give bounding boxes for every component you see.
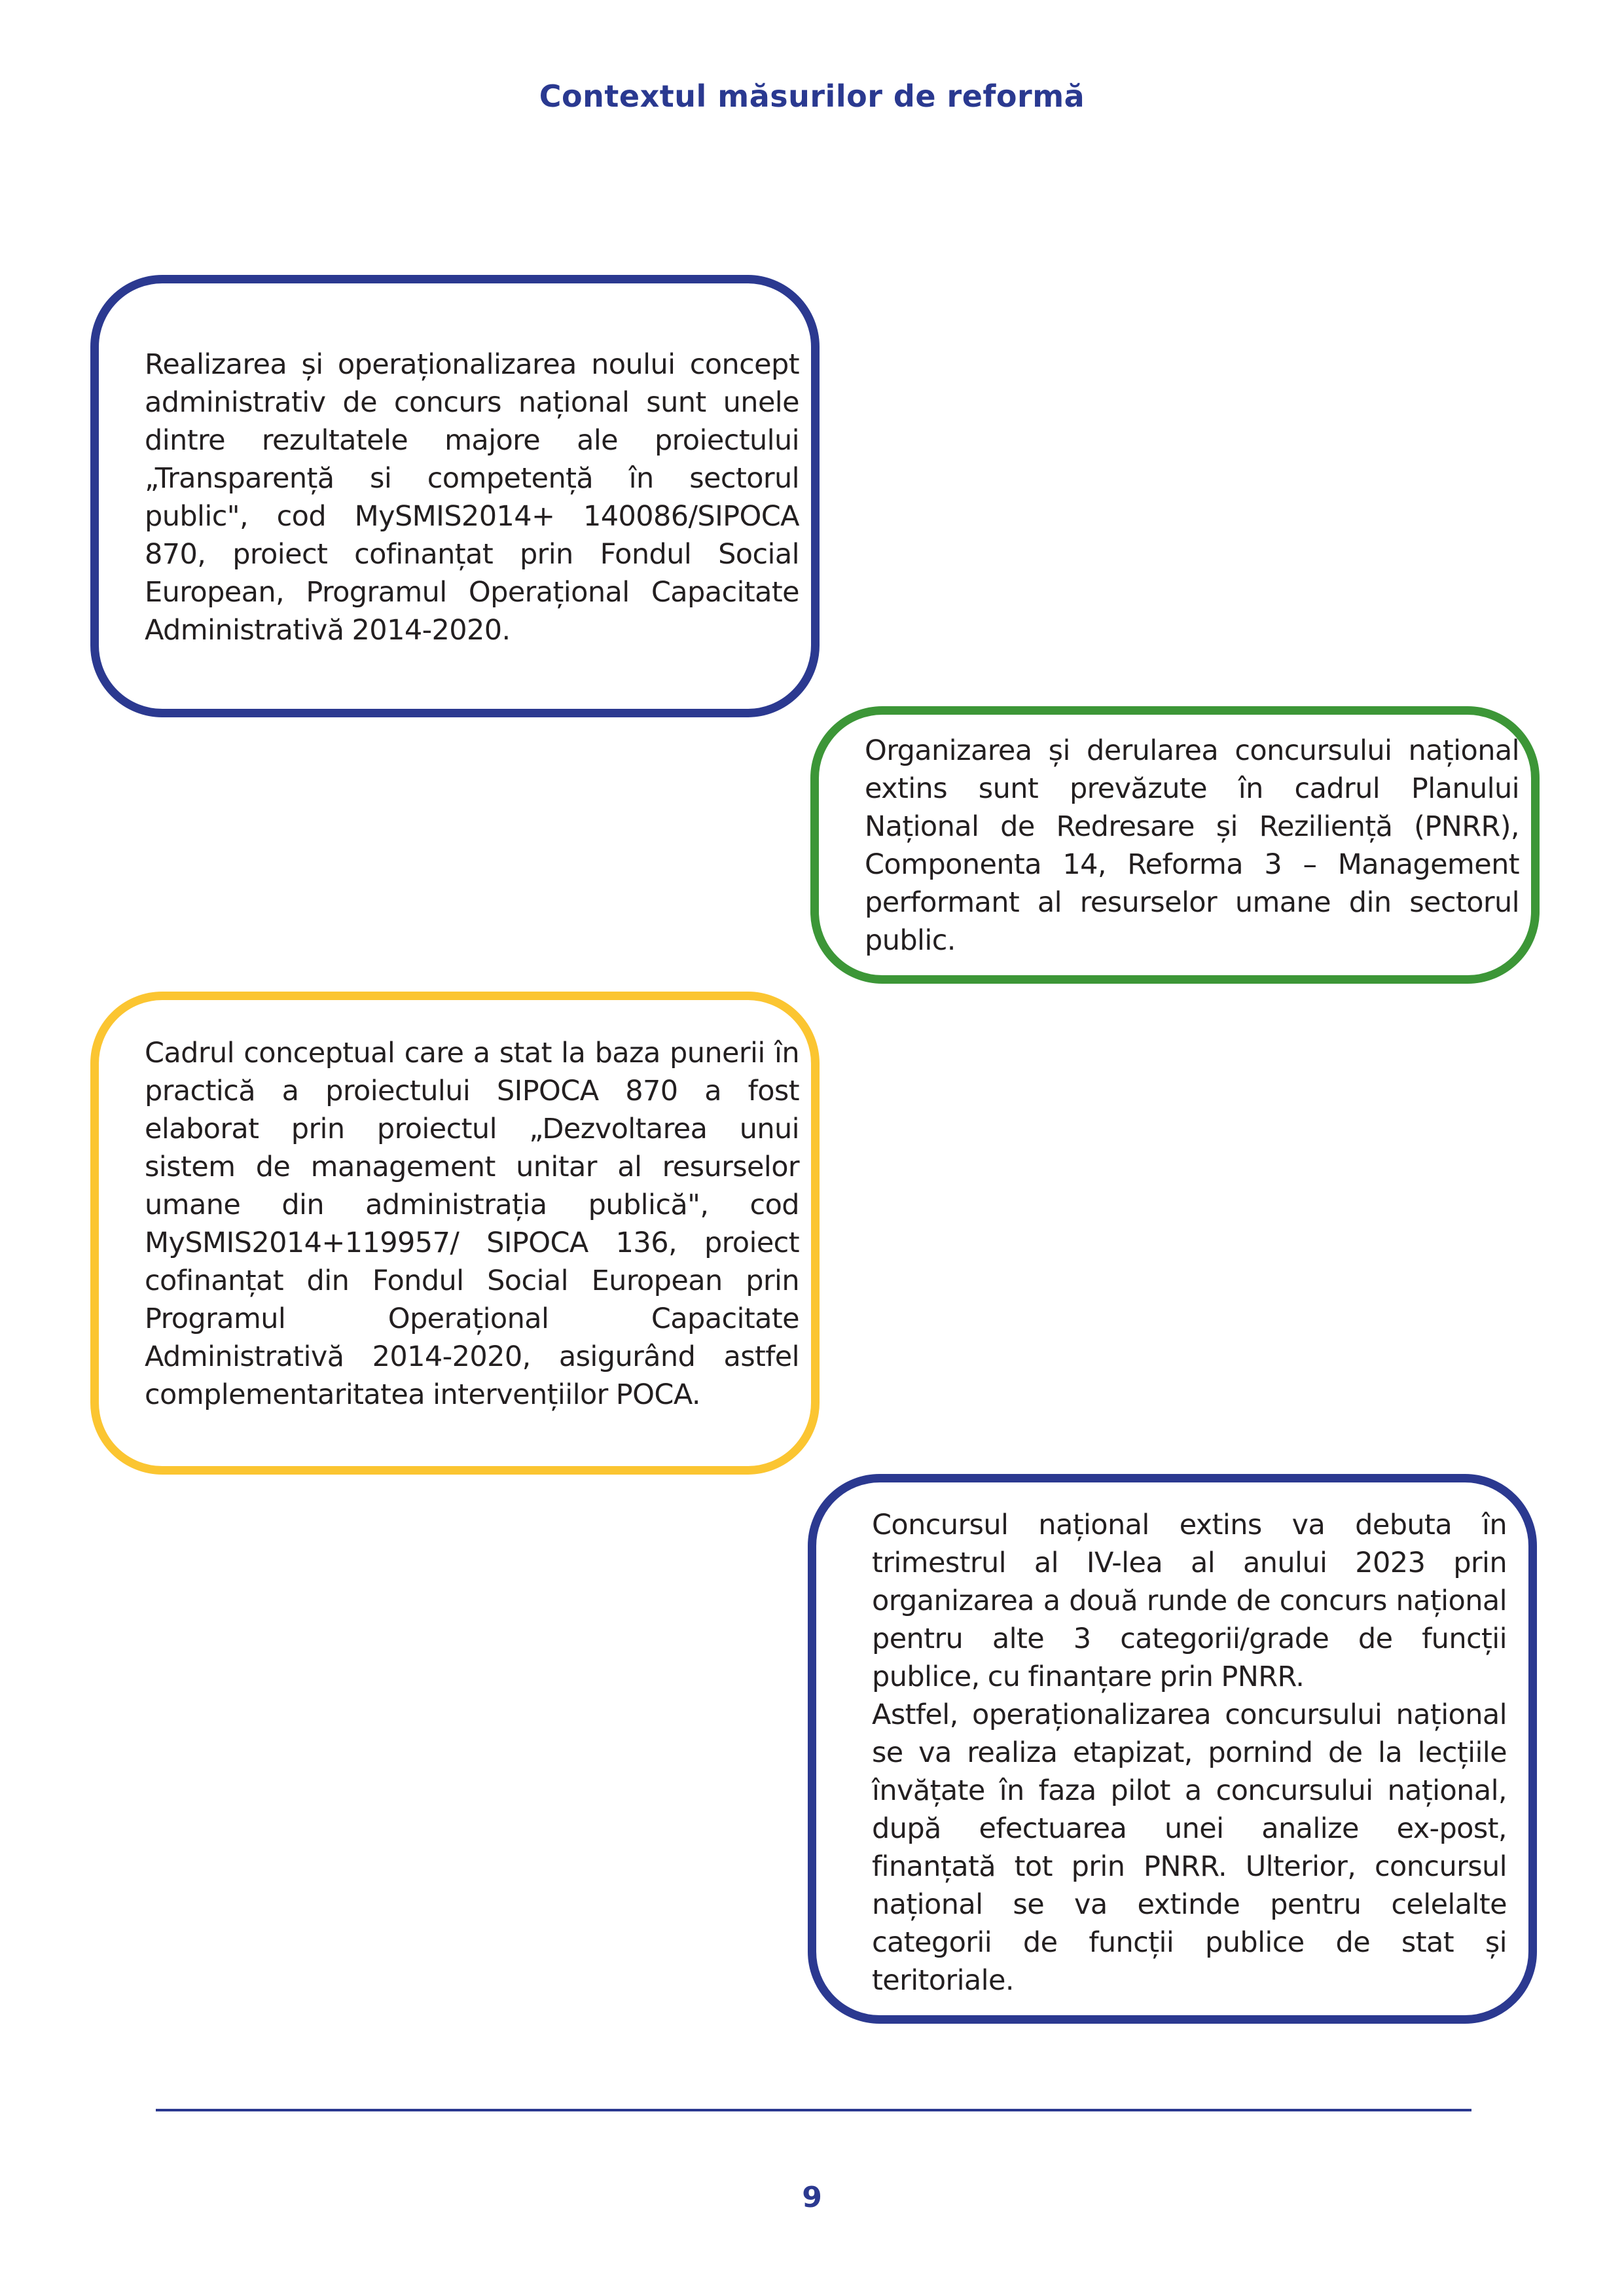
page-number: 9	[802, 2181, 822, 2214]
text-box-paragraph: Astfel, operaționalizarea concursului național se va realiza etapizat, pornind de la lecțiile învățate în faza pilot a concursului național, după efectuarea unei analize ex-post, finanțată tot prin PNRR. Ulterior, concursul național se va extinde pentru celelalte categorii de funcții publice de stat și teritoriale.	[872, 1698, 1507, 1997]
text-box-body	[872, 1506, 1507, 2000]
text-box-project-results	[90, 275, 820, 717]
text-box-paragraph: Concursul național extins va debuta în trimestrul al IV-lea al anului 2023 prin organizarea a două runde de concurs național pentru alte 3 categorii/grade de funcții publice, cu finanțare prin PNRR.	[872, 1509, 1507, 1693]
text-box-paragraph: Cadrul conceptual care a stat la baza punerii în practică a proiectului SIPOCA 870 a fost elaborat prin proiectul „Dezvoltarea unui sistem de management unitar al resurselor umane din administrația publică", cod MySMIS2014+119957/ SIPOCA 136, proiect cofinanțat din Fondul Social European prin Programul Operațional Capacitate Administrativă 2014-2020, asigurând astfel complementaritatea intervențiilor POCA.	[145, 1037, 799, 1411]
footer-divider	[156, 2109, 1471, 2111]
page-title: Contextul măsurilor de reformă	[539, 79, 1085, 114]
text-box-paragraph: Realizarea și operaționalizarea noului concept administrativ de concurs național sunt unele dintre rezultatele majore ale proiectului „Transparență si competență în sectorul public", cod MySMIS2014+ 140086/SIPOCA 870, proiect cofinanțat prin Fondul Social European, Programul Operațional Capacitate Administrativă 2014-2020.	[145, 348, 799, 647]
text-box-pnrr-framework	[810, 706, 1540, 984]
text-box-national-contest-timeline	[808, 1474, 1537, 2024]
text-box-paragraph: Organizarea și derularea concursului național extins sunt prevăzute în cadrul Planului Național de Redresare și Reziliență (PNRR), Componenta 14, Reforma 3 – Management performant al resurselor umane din sectorul public.	[865, 734, 1519, 957]
text-box-conceptual-framework	[90, 992, 820, 1475]
